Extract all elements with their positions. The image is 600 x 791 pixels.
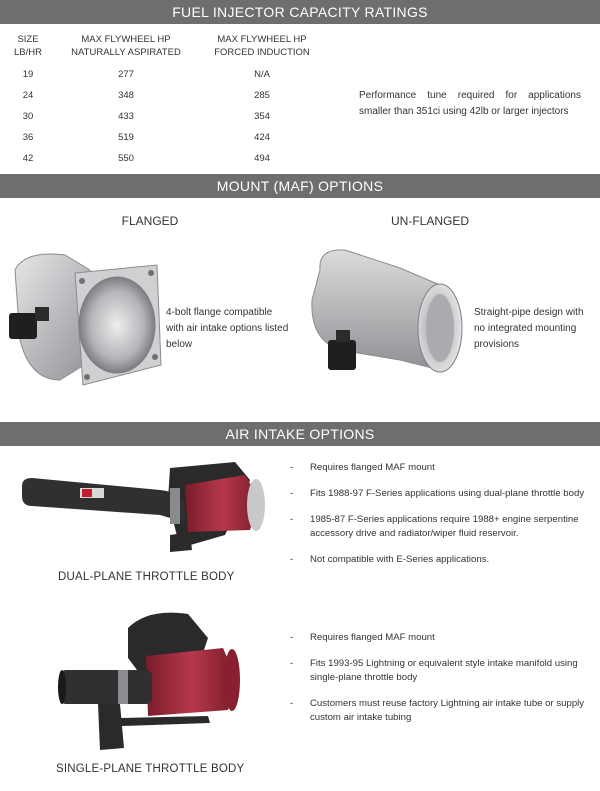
bullet-text: Requires flanged MAF mount [310,632,435,643]
cell-fi: 494 [254,153,270,164]
cell-fi: 424 [254,132,270,143]
dual-plane-intake-image [20,460,275,560]
bullet-text: Fits 1993-95 Lightning or equivalent style intake manifold using single-plane throttle body [310,658,578,683]
list-item [290,553,595,567]
header-size [0,33,56,59]
section-header-intake: AIR INTAKE OPTIONS [0,422,600,446]
cell-size: 19 [22,69,34,80]
unflanged-maf-image [300,240,470,385]
bullet-dash: - [290,488,294,499]
cell-size: 24 [22,90,34,101]
table-row [0,89,330,103]
bullet-dash: - [290,554,294,565]
table-row [0,110,330,124]
table-row [0,152,330,166]
header-size-line1: SIZE [17,34,39,45]
injector-table-header [0,33,330,63]
unflanged-description: Straight-pipe design with no integrated mounting provisions [474,307,584,350]
section-header-injector: FUEL INJECTOR CAPACITY RATINGS [0,0,600,24]
performance-note: Performance tune required for applications smaller than 351ci using 42lb or larger injectors [359,90,581,117]
flanged-maf-image [5,245,165,400]
cell-na: 277 [118,69,134,80]
cell-na: 348 [118,90,134,101]
cell-size: 42 [22,153,34,164]
cell-na: 519 [118,132,134,143]
cell-na: 433 [118,111,134,122]
header-na-line2: NATURALLY ASPIRATED [71,47,181,58]
table-row [0,131,330,145]
single-plane-bullets [290,631,595,737]
bullet-dash: - [290,632,294,643]
cell-size: 36 [22,132,34,143]
bullet-text: Fits 1988-97 F-Series applications using dual-plane throttle body [310,488,585,499]
list-item [290,657,595,685]
header-fi [200,33,324,59]
list-item [290,513,595,541]
cell-na: 550 [118,153,134,164]
cell-size: 30 [22,111,34,122]
bullet-text: Not compatible with E-Series applications. [310,554,490,565]
list-item [290,697,595,725]
list-item [290,631,595,645]
bullet-dash: - [290,514,294,525]
cell-fi: N/A [254,69,270,80]
bullet-text: Customers must reuse factory Lightning air intake tube or supply custom air intake tubing [310,698,585,723]
table-row [0,68,330,82]
header-na-line1: MAX FLYWHEEL HP [81,34,171,45]
list-item [290,487,595,501]
bullet-text: 1985-87 F-Series applications require 1988+ engine serpentine accessory drive and radiator/wiper fluid reservoir. [310,514,579,539]
bullet-dash: - [290,658,294,669]
bullet-text: Requires flanged MAF mount [310,462,435,473]
cell-fi: 285 [254,90,270,101]
dual-plane-bullets [290,461,595,579]
bullet-dash: - [290,698,294,709]
header-fi-line2: FORCED INDUCTION [214,47,310,58]
header-na [64,33,188,59]
dual-plane-label: DUAL-PLANE THROTTLE BODY [58,571,235,583]
single-plane-label: SINGLE-PLANE THROTTLE BODY [56,763,245,775]
bullet-dash: - [290,462,294,473]
header-fi-line1: MAX FLYWHEEL HP [217,34,307,45]
flanged-description: 4-bolt flange compatible with air intake options listed below [166,307,289,350]
flanged-title: FLANGED [121,214,179,228]
list-item [290,461,595,475]
section-header-mount: MOUNT (MAF) OPTIONS [0,174,600,198]
cell-fi: 354 [254,111,270,122]
unflanged-title: UN-FLANGED [390,214,469,228]
header-size-line2: LB/HR [14,47,42,58]
single-plane-intake-image [58,608,248,753]
